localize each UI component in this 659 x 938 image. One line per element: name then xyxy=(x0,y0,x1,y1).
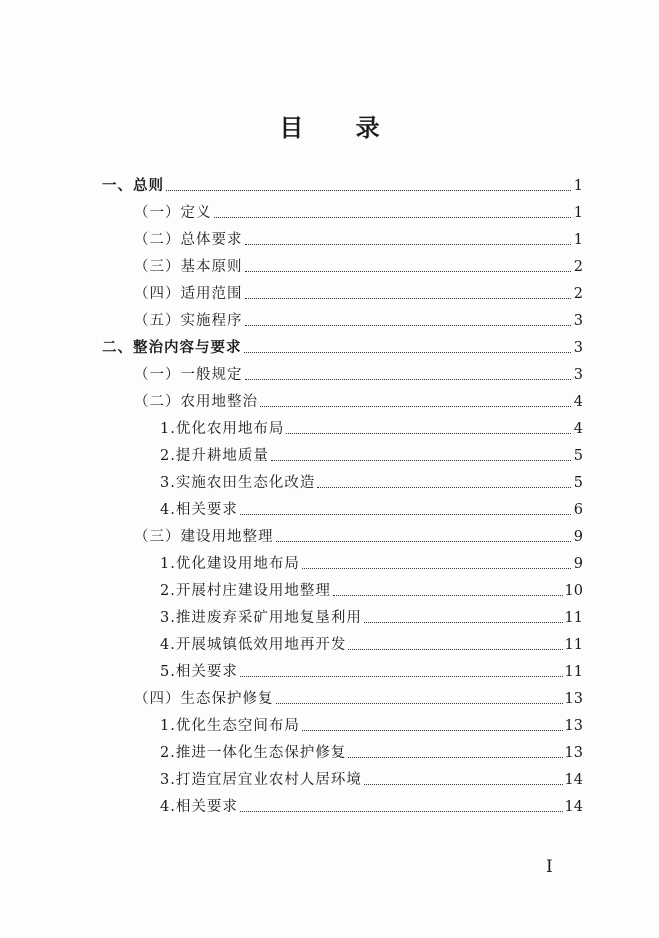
toc-entry-page: 6 xyxy=(573,502,583,518)
toc-entry-label: 2.推进一体化生态保护修复 xyxy=(160,745,347,761)
toc-entry-page: 3 xyxy=(573,313,583,329)
toc-entry[interactable] xyxy=(134,685,583,709)
toc-entry[interactable] xyxy=(160,469,583,493)
toc-entry-page: 5 xyxy=(573,475,583,491)
toc-entry-page: 1 xyxy=(573,232,583,248)
toc-entry-page: 4 xyxy=(573,394,583,410)
toc-leader-dots xyxy=(245,270,572,272)
toc-leader-dots xyxy=(244,351,572,353)
toc-entry-label: （三）基本原则 xyxy=(134,259,243,275)
toc-entry-page: 11 xyxy=(564,664,583,680)
toc-entry-label: 5.相关要求 xyxy=(160,664,238,680)
toc-leader-dots xyxy=(276,540,572,542)
toc-entry[interactable] xyxy=(160,631,583,655)
toc-entry-label: （二）总体要求 xyxy=(134,232,243,248)
toc-entry-page: 2 xyxy=(573,259,583,275)
toc-leader-dots xyxy=(302,567,571,569)
toc-entry-page: 3 xyxy=(573,367,583,383)
toc-entry[interactable] xyxy=(134,307,583,331)
toc-leader-dots xyxy=(245,378,572,380)
toc-entry[interactable] xyxy=(134,226,583,250)
toc-leader-dots xyxy=(276,702,563,704)
toc-entry-page: 1 xyxy=(573,178,583,194)
toc-entry[interactable] xyxy=(160,604,583,628)
toc-entry[interactable] xyxy=(160,793,583,817)
toc-leader-dots xyxy=(166,189,571,191)
toc-entry-label: 3.实施农田生态化改造 xyxy=(160,475,316,491)
toc-leader-dots xyxy=(348,648,562,650)
toc-entry[interactable] xyxy=(134,388,583,412)
toc-entry-page: 5 xyxy=(573,448,583,464)
toc-entry[interactable] xyxy=(134,253,583,277)
toc-leader-dots xyxy=(240,675,563,677)
toc-entry-label: 4.相关要求 xyxy=(160,799,238,815)
page-number: I xyxy=(546,857,553,877)
toc-entry-label: （五）实施程序 xyxy=(134,313,243,329)
toc-entry-page: 2 xyxy=(573,286,583,302)
toc-entry-page: 9 xyxy=(573,556,583,572)
toc-entry-page: 13 xyxy=(564,745,583,761)
toc-entry-page: 9 xyxy=(573,529,583,545)
toc-entry[interactable] xyxy=(160,577,583,601)
toc-leader-dots xyxy=(245,243,572,245)
page-title: 目 录 xyxy=(279,113,402,142)
toc-entry-page: 13 xyxy=(564,718,583,734)
toc-leader-dots xyxy=(240,513,571,515)
toc-entry-label: （一）定义 xyxy=(134,205,212,221)
toc-entry-page: 4 xyxy=(573,421,583,437)
toc-leader-dots xyxy=(245,324,572,326)
toc-entry-page: 14 xyxy=(564,772,583,788)
toc-entry[interactable] xyxy=(160,496,583,520)
toc-entry[interactable] xyxy=(134,523,583,547)
toc-leader-dots xyxy=(333,594,563,596)
toc-entry[interactable] xyxy=(134,361,583,385)
toc-entry[interactable] xyxy=(134,280,583,304)
toc-entry-page: 3 xyxy=(573,340,583,356)
toc-leader-dots xyxy=(286,432,571,434)
toc-entry-label: 3.打造宜居宜业农村人居环境 xyxy=(160,772,362,788)
toc-entry[interactable] xyxy=(160,658,583,682)
toc-entry-label: （二）农用地整治 xyxy=(134,394,258,410)
toc-entry[interactable] xyxy=(102,172,583,196)
toc-entry[interactable] xyxy=(134,199,583,223)
toc-entry-label: 4.相关要求 xyxy=(160,502,238,518)
toc-entry-label: 2.开展村庄建设用地整理 xyxy=(160,583,331,599)
toc-entry-page: 10 xyxy=(564,583,583,599)
toc-entry-label: （四）生态保护修复 xyxy=(134,691,274,707)
toc-entry-page: 1 xyxy=(573,205,583,221)
toc-entry[interactable] xyxy=(160,442,583,466)
toc-entry-label: 1.优化农用地布局 xyxy=(160,421,285,437)
toc-entry-label: 2.提升耕地质量 xyxy=(160,448,269,464)
toc-leader-dots xyxy=(364,621,563,623)
toc-entry-label: 4.开展城镇低效用地再开发 xyxy=(160,637,347,653)
toc-entry[interactable] xyxy=(160,415,583,439)
toc-entry[interactable] xyxy=(160,766,583,790)
toc-entry-label: 二、整治内容与要求 xyxy=(102,340,242,356)
toc-leader-dots xyxy=(364,783,563,785)
toc-entry-label: （四）适用范围 xyxy=(134,286,243,302)
toc-entry-page: 11 xyxy=(564,637,583,653)
toc-entry-label: 1.优化生态空间布局 xyxy=(160,718,300,734)
toc-leader-dots xyxy=(214,216,572,218)
toc-entry-page: 14 xyxy=(564,799,583,815)
toc-entry[interactable] xyxy=(160,550,583,574)
toc-entry-label: 3.推进废弃采矿用地复垦利用 xyxy=(160,610,362,626)
toc-leader-dots xyxy=(317,486,571,488)
toc-leader-dots xyxy=(348,756,562,758)
toc-leader-dots xyxy=(240,810,563,812)
toc-leader-dots xyxy=(260,405,571,407)
toc-entry[interactable] xyxy=(102,334,583,358)
toc-entry-label: （三）建设用地整理 xyxy=(134,529,274,545)
toc-entry-page: 11 xyxy=(564,610,583,626)
toc-leader-dots xyxy=(271,459,571,461)
toc-entry[interactable] xyxy=(160,739,583,763)
toc-entry-label: （一）一般规定 xyxy=(134,367,243,383)
toc-leader-dots xyxy=(302,729,563,731)
toc-entry-page: 13 xyxy=(564,691,583,707)
toc-entry-label: 1.优化建设用地布局 xyxy=(160,556,300,572)
toc-leader-dots xyxy=(245,297,572,299)
toc-entry-label: 一、总则 xyxy=(102,178,164,194)
toc-entry[interactable] xyxy=(160,712,583,736)
